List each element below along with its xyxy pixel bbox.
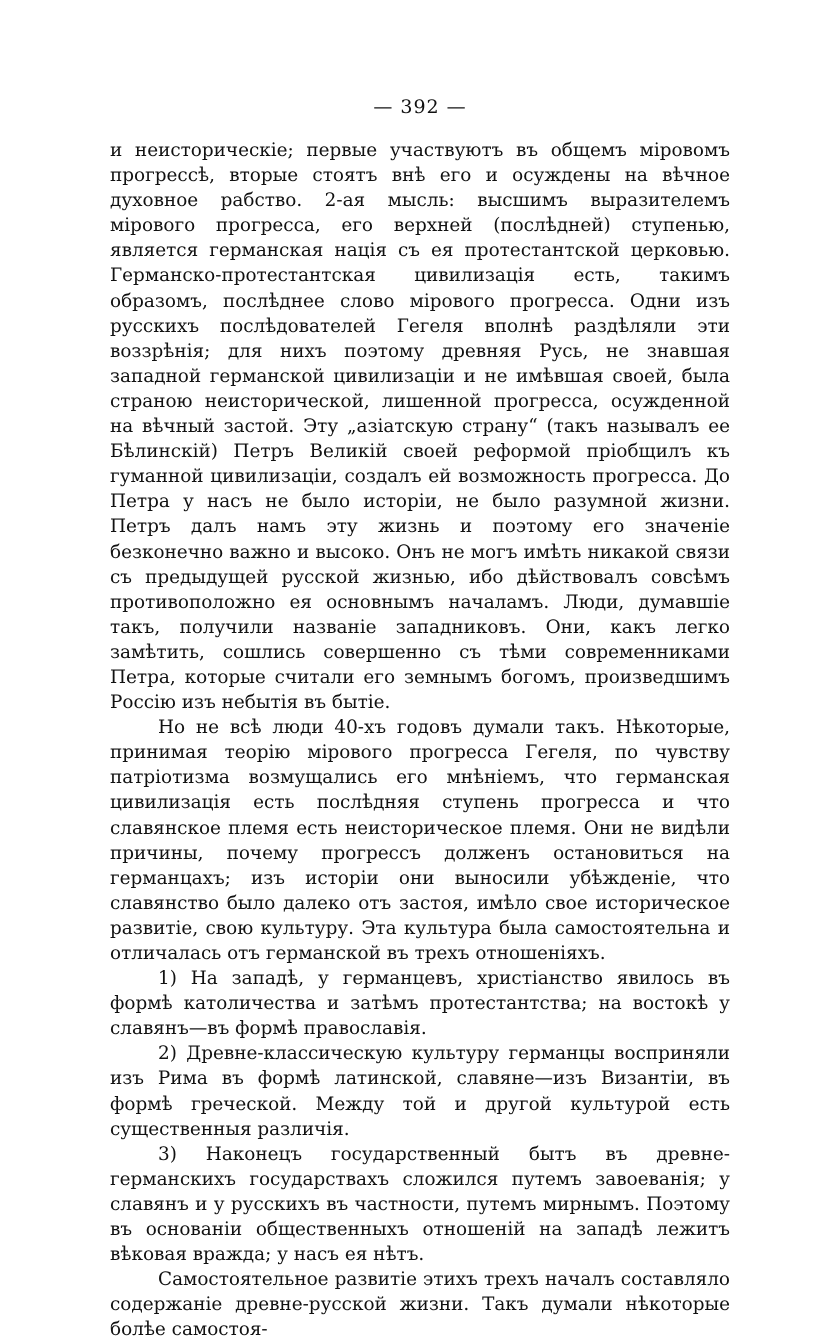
list-item-2: 2) Древне-классическую культуру германцы восприняли изъ Рима въ формѣ латинской, славяне—изъ Византiи, въ формѣ греческой. Между той и другой культурой есть существенныя различiя. <box>110 1043 730 1140</box>
paragraph: Но не всѣ люди 40-хъ годовъ думали такъ. Нѣкоторые, принимая теорiю мiрового прогресса Гегеля, по чувству патрiотизма возмущались его мнѣнiемъ, что германская цивилизацiя есть послѣдняя ступень прогресса и что славянское племя есть неисторическое племя. Они не видѣли причины, почему прогрессъ долженъ остановиться на германцахъ; изъ исторiи они выносили убѣжденiе, что славянство было далеко отъ застоя, имѣло свое историческое развитiе, свою культуру. Эта культура была самостоятельна и отличалась отъ германской въ трехъ отношенiяхъ. <box>110 717 730 964</box>
paragraph-final: Самостоятельное развитiе этихъ трехъ началъ составляло содержанiе древне-русской жизни. Такъ думали нѣкоторые болѣе самостоя- <box>110 1269 730 1341</box>
paragraph-continued: и неисторическiе; первые участвуютъ въ общемъ мiровомъ прогрессѣ, вторые стоятъ внѣ его и осуждены на вѣчное духовное рабство. 2-ая мысль: высшимъ выразителемъ мiрового прогресса, его верхней (послѣдней) ступенью, является германская нацiя съ ея протестантской церковью. Германско-протестантская цивилизацiя есть, такимъ образомъ, послѣднее слово мiрового прогресса. Одни изъ русскихъ послѣдователей Гегеля вполнѣ раздѣляли эти воззрѣнiя; для нихъ поэтому древняя Русь, не знавшая западной германской цивилизацiи и не имѣвшая своей, была страною неисторической, лишенной прогресса, осужденной на вѣчный застой. Эту „азiатскую страну“ (такъ называлъ ее Бѣлинскiй) Петръ Великiй своей реформой прiобщилъ къ гуманной цивилизацiи, создалъ ей возможность прогресса. До Петра у насъ не было исторiи, не было разумной жизни. Петръ далъ намъ эту жизнь и поэтому его значенiе безконечно важно и высоко. Онъ не могъ имѣть никакой связи съ предыдущей русской жизнью, ибо дѣйствовалъ совсѣмъ противоположно ея основнымъ началамъ. Люди, думавшiе такъ, получили названiе западниковъ. Они, какъ легко замѣтить, сошлись совершенно съ тѣми современниками Петра, которые считали его земнымъ богомъ, произведшимъ Россiю изъ небытiя въ бытiе. <box>110 140 730 714</box>
page-number: — 392 — <box>373 96 467 118</box>
list-item-3: 3) Наконецъ государственный бытъ въ древне-германскихъ государствахъ сложился путемъ завоеванiя; у славянъ и у русскихъ въ частности, путемъ мирнымъ. Поэтому въ основанiи общественныхъ отношенiй на западѣ лежитъ вѣковая вражда; у насъ ея нѣтъ. <box>110 1143 730 1266</box>
list-item-1: 1) На западѣ, у германцевъ, христiанство явилось въ формѣ католичества и затѣмъ протестантства; на востокѣ у славянъ—въ формѣ православiя. <box>110 968 730 1040</box>
body-text <box>110 138 730 1343</box>
